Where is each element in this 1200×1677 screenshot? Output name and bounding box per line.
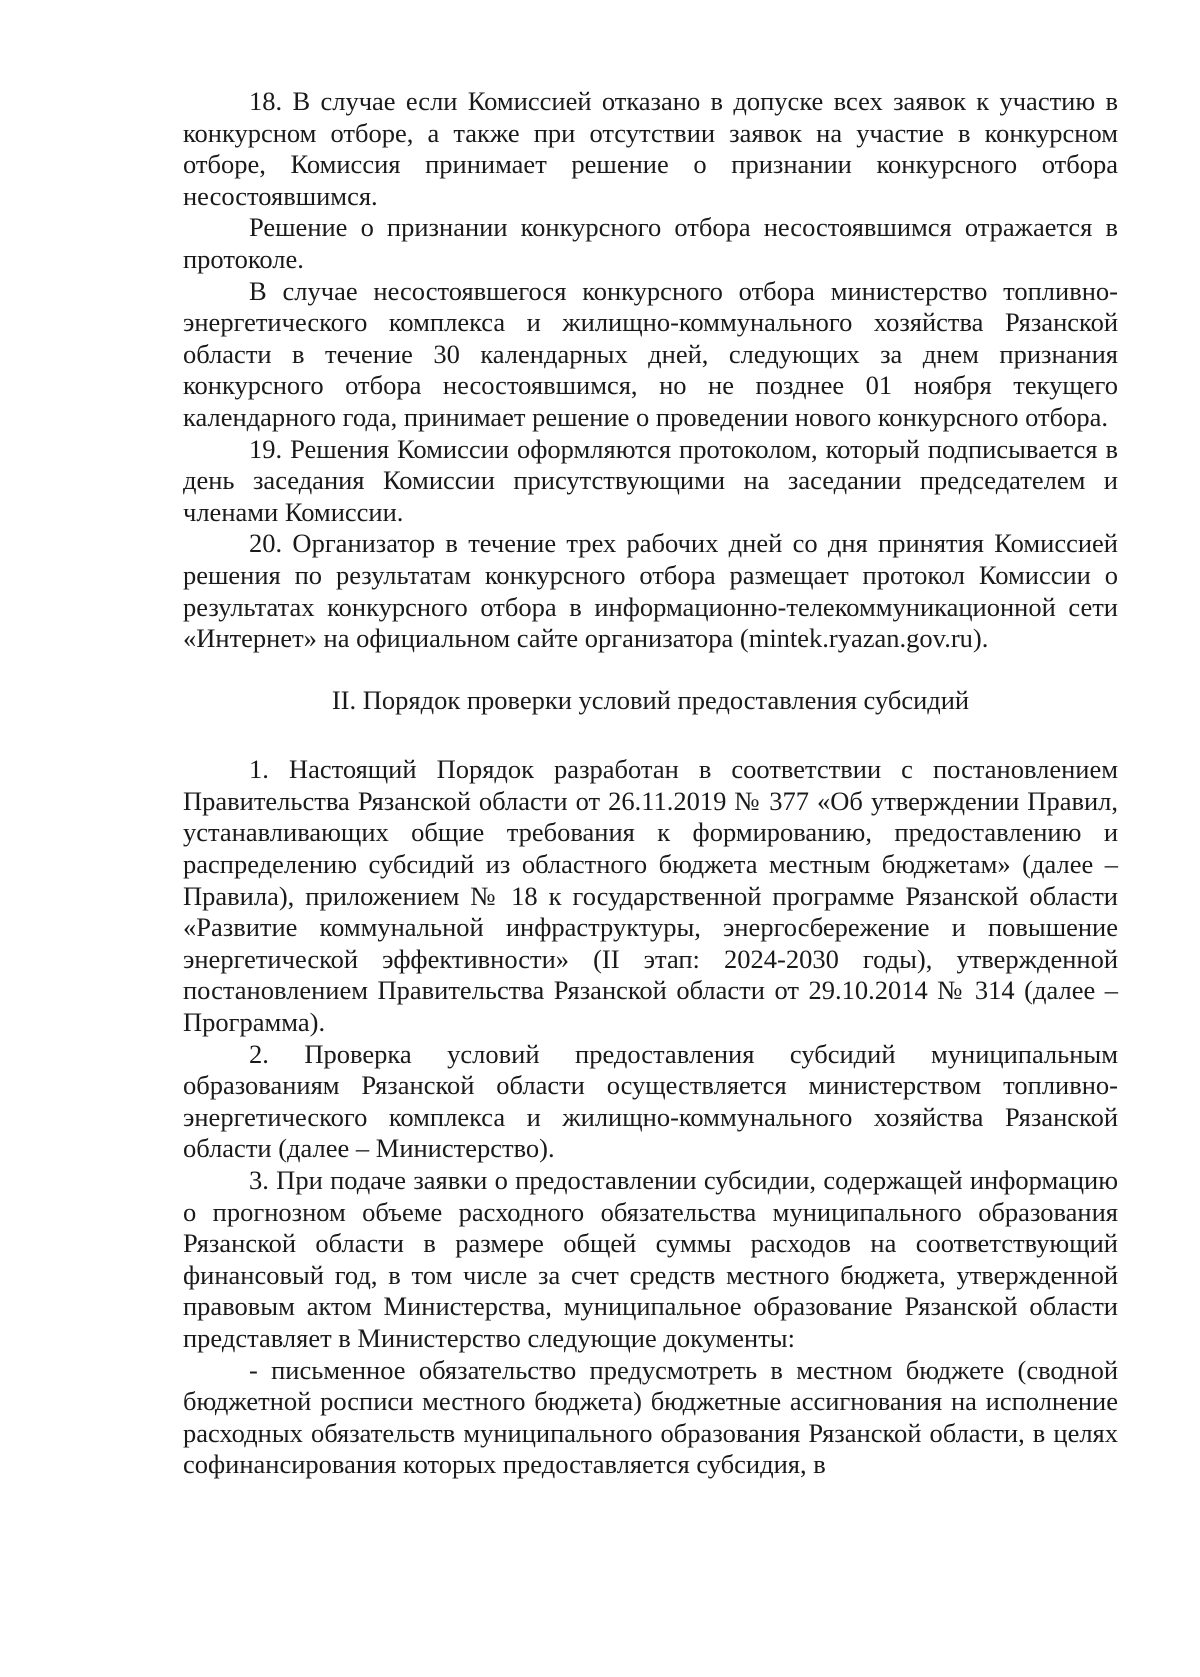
paragraph-ii-3: 3. При подаче заявки о предоставлении субсидии, содержащей информацию о прогнозном объеме расходного обязательства муниципального образования Рязанской области в размере общей суммы расходов на соответствующий финансовый год, в том числе за счет средств местного бюджета, утвержденной правовым актом Министерства, муниципальное образование Рязанской области представляет в Министерство следующие документы: <box>183 1165 1118 1353</box>
paragraph-18: 18. В случае если Комиссией отказано в допуске всех заявок к участию в конкурсном отборе, а также при отсутствии заявок на участие в конкурсном отборе, Комиссия принимает решение о признании конкурсного отбора несостоявшимся. <box>183 86 1118 211</box>
paragraph-ii-1: 1. Настоящий Порядок разработан в соответствии с постановлением Правительства Рязанской области от 26.11.2019 № 377 «Об утверждении Правил, устанавливающих общие требования к формированию, предоставлению и распределению субсидий из областного бюджета местным бюджетам» (далее – Правила), приложением № 18 к государственной программе Рязанской области «Развитие коммунальной инфраструктуры, энергосбережение и повышение энергетической эффективности» (II этап: 2024-2030 годы), утвержденной постановлением Правительства Рязанской области от 29.10.2014 № 314 (далее – Программа). <box>183 754 1118 1038</box>
paragraph-18-new-selection: В случае несостоявшегося конкурсного отбора министерство топливно-энергетического комплекса и жилищно-коммунального хозяйства Рязанской области в течение 30 календарных дней, следующих за днем признания конкурсного отбора несостоявшимся, но не позднее 01 ноября текущего календарного года, принимает решение о проведении нового конкурсного отбора. <box>183 275 1118 432</box>
paragraph-18-protocol: Решение о признании конкурсного отбора несостоявшимся отражается в протоколе. <box>183 212 1118 274</box>
paragraph-ii-3-item-1: - письменное обязательство предусмотреть в местном бюджете (сводной бюджетной росписи местного бюджета) бюджетные ассигнования на исполнение расходных обязательств муниципального образования Рязанской области, в целях софинансирования которых предоставляется субсидия, в <box>183 1354 1118 1480</box>
section-heading: II. Порядок проверки условий предоставления субсидий <box>331 684 970 715</box>
document-body <box>183 86 1118 1481</box>
paragraph-ii-2: 2. Проверка условий предоставления субсидий муниципальным образованиям Рязанской области осуществляется министерством топливно-энергетического комплекса и жилищно-коммунального хозяйства Рязанской области (далее – Министерство). <box>183 1038 1118 1164</box>
paragraph-19: 19. Решения Комиссии оформляются протоколом, который подписывается в день заседания Комиссии присутствующими на заседании председателем и членами Комиссии. <box>183 433 1118 527</box>
paragraph-20: 20. Организатор в течение трех рабочих дней со дня принятия Комиссией решения по результатам конкурсного отбора размещает протокол Комиссии о результатах конкурсного отбора в информационно-телекоммуникационной сети «Интернет» на официальном сайте организатора (mintek.ryazan.gov.ru). <box>183 528 1118 654</box>
